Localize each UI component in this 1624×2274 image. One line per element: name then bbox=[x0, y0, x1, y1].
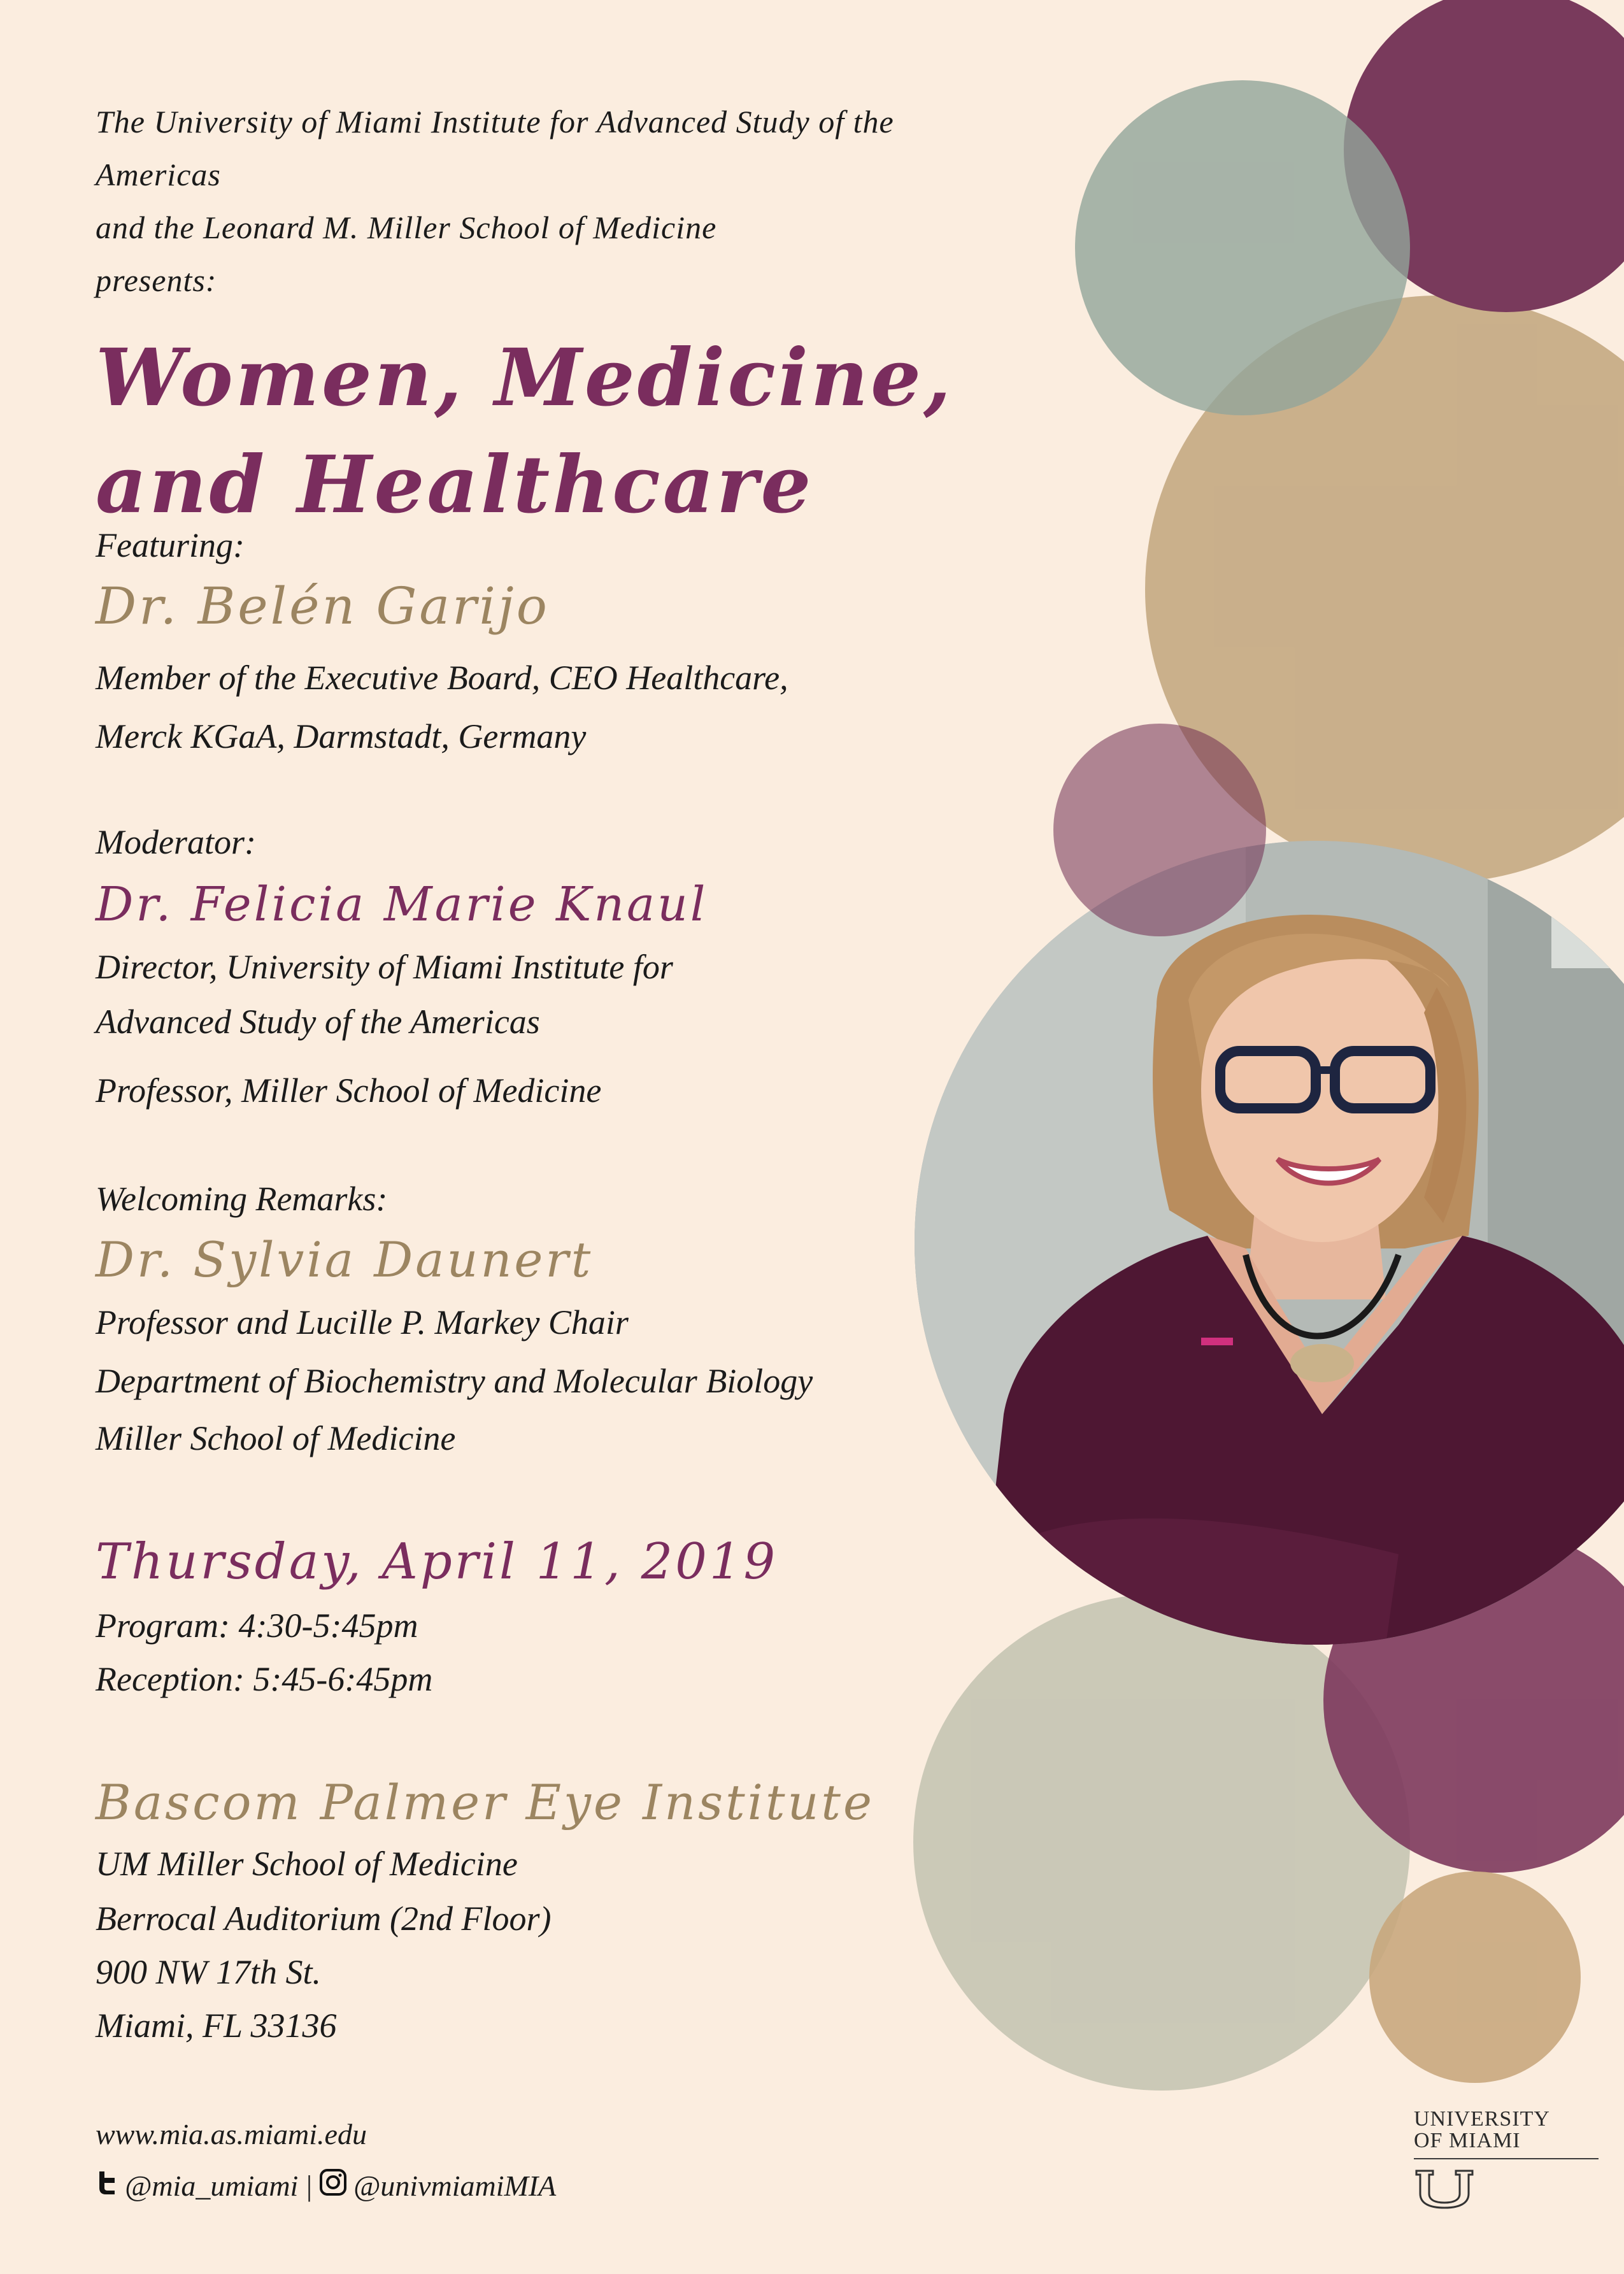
welcoming-name: Dr. Sylvia Daunert bbox=[96, 1231, 594, 1288]
twitter-handle[interactable]: @mia_umiami bbox=[125, 2170, 299, 2202]
separator: | bbox=[304, 2170, 313, 2202]
invitation-header bbox=[96, 96, 987, 539]
event-reception-time: Reception: 5:45-6:45pm bbox=[96, 1660, 433, 1698]
intro-line-3: presents: bbox=[96, 262, 217, 298]
featuring-role-2: Merck KGaA, Darmstadt, Germany bbox=[96, 717, 587, 755]
venue-line-2: Berrocal Auditorium (2nd Floor) bbox=[96, 1899, 552, 1938]
logo-line-2: OF MIAMI bbox=[1414, 2129, 1521, 2152]
featuring-role-1: Member of the Executive Board, CEO Healthcare, bbox=[96, 659, 788, 697]
instagram-icon[interactable] bbox=[319, 2168, 347, 2203]
event-date: Thursday, April 11, 2019 bbox=[96, 1533, 778, 1591]
speaker-portrait-photo bbox=[915, 841, 1624, 1645]
venue-name: Bascom Palmer Eye Institute bbox=[96, 1774, 874, 1831]
event-program-time: Program: 4:30-5:45pm bbox=[96, 1606, 418, 1645]
university-logo bbox=[1414, 2108, 1599, 2212]
moderator-label: Moderator: bbox=[96, 823, 256, 861]
decor-circle-tan-small bbox=[1369, 1871, 1581, 2083]
welcoming-role-1: Professor and Lucille P. Markey Chair bbox=[96, 1303, 629, 1341]
intro-line-1: The University of Miami Institute for Advanced Study of the Americas bbox=[96, 104, 894, 192]
moderator-role-2: Advanced Study of the Americas bbox=[96, 1003, 540, 1041]
twitter-icon[interactable] bbox=[96, 2169, 118, 2203]
moderator-role-3: Professor, Miller School of Medicine bbox=[96, 1071, 602, 1110]
decor-circle-plum-overlap bbox=[1053, 724, 1266, 936]
event-title-line-1: Women, Medicine, bbox=[96, 332, 954, 424]
u-logo-icon bbox=[1414, 2168, 1475, 2209]
welcoming-role-3: Miller School of Medicine bbox=[96, 1419, 456, 1457]
moderator-name: Dr. Felicia Marie Knaul bbox=[96, 877, 708, 932]
event-title-line-2: and Healthcare bbox=[96, 439, 814, 531]
venue-line-4: Miami, FL 33136 bbox=[96, 2006, 337, 2045]
social-links bbox=[96, 2168, 556, 2203]
decor-circle-sage-top bbox=[1075, 80, 1410, 415]
instagram-handle[interactable]: @univmiamiMIA bbox=[353, 2170, 557, 2202]
venue-line-3: 900 NW 17th St. bbox=[96, 1953, 322, 1991]
featuring-label: Featuring: bbox=[96, 526, 245, 564]
event-title bbox=[96, 325, 987, 539]
website-link[interactable]: www.mia.as.miami.edu bbox=[96, 2118, 367, 2150]
moderator-role-1: Director, University of Miami Institute for bbox=[96, 948, 673, 986]
logo-divider bbox=[1414, 2158, 1599, 2159]
welcoming-label: Welcoming Remarks: bbox=[96, 1180, 388, 1218]
featuring-name: Dr. Belén Garijo bbox=[96, 576, 550, 636]
intro-line-2: and the Leonard M. Miller School of Medicine bbox=[96, 210, 717, 245]
logo-line-1: UNIVERSITY bbox=[1414, 2107, 1550, 2131]
welcoming-role-2: Department of Biochemistry and Molecular Biology bbox=[96, 1362, 813, 1400]
venue-line-1: UM Miller School of Medicine bbox=[96, 1845, 518, 1883]
